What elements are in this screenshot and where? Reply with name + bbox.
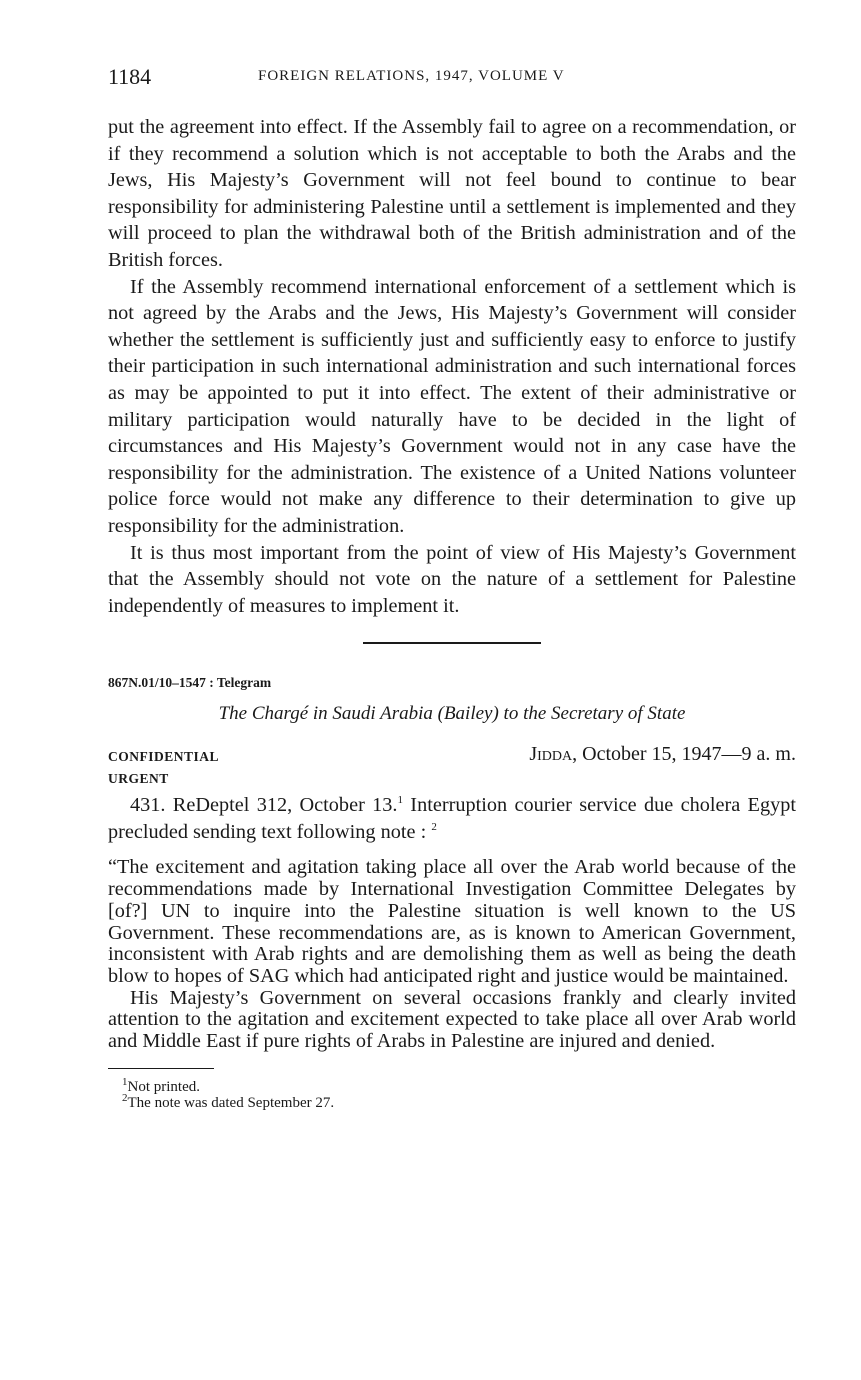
body-text bbox=[108, 114, 796, 619]
priority-label: URGENT bbox=[108, 771, 169, 787]
footnote-mark: 2 bbox=[122, 1092, 128, 1105]
body-paragraph: It is thus most important from the point of view of His Majesty’s Government that the Assembly should not vote on the nature of a settlement for Palestine independently of measures to implement it. bbox=[108, 541, 796, 617]
document-page bbox=[108, 64, 796, 1112]
page-header bbox=[108, 64, 796, 94]
document-reference: 867N.01/10–1547 : Telegram bbox=[108, 675, 272, 691]
dateline-row bbox=[108, 743, 796, 769]
running-head: FOREIGN RELATIONS, 1947, VOLUME V bbox=[258, 68, 565, 84]
footnote-divider bbox=[108, 1068, 214, 1069]
footnotes bbox=[122, 1075, 796, 1112]
telegram-intro bbox=[108, 792, 796, 845]
footnote-marker: 1 bbox=[397, 794, 403, 807]
telegram-intro-text: 431. ReDeptel 312, October 13. bbox=[130, 794, 398, 817]
dateline-date: October 15, 1947—9 a. m. bbox=[582, 743, 796, 766]
document-title: The Chargé in Saudi Arabia (Bailey) to the Secretary of State bbox=[218, 703, 686, 725]
quoted-paragraph: “The excitement and agitation taking place all over the Arab world because of the recommendations made by International Investigation Committee Delegates by [of?] UN to inquire into the Palestine situation is well known to the US Government. These recommendations are, as is known to American Government, inconsistent with Arab rights and are demolishing them as well as being the death blow to hopes of SAG which had anticipated right and justice would be maintained. bbox=[108, 856, 796, 987]
quoted-note bbox=[108, 857, 796, 1052]
footnote bbox=[122, 1092, 796, 1112]
footnote bbox=[122, 1075, 796, 1096]
section-divider bbox=[363, 642, 541, 644]
quoted-paragraph: His Majesty’s Government on several occasions frankly and clearly invited attention to the agitation and excitement expected to take place all over Arab world and Middle East if pure rights of Arabs in Palestine are injured and denied. bbox=[108, 986, 796, 1053]
dateline bbox=[529, 743, 796, 766]
footnote-mark: 1 bbox=[122, 1075, 128, 1088]
classification-label: CONFIDENTIAL bbox=[108, 749, 220, 765]
body-paragraph: If the Assembly recommend international enforcement of a settlement which is not agreed by the Arabs and the Jews, His Majesty’s Government will consider whether the settlement is sufficiently just and sufficiently easy to enforce to justify their participation in such international administration and such international forces as may be appointed to put it into effect. The extent of their administrative or military participation would naturally have to be decided in the light of circumstances and His Majesty’s Government would not in any case have the responsibility for the administration. The existence of a United Nations volunteer police force would not make any difference to their determination to give up responsibility for the administration. bbox=[108, 275, 796, 537]
footnote-text: Not printed. bbox=[127, 1078, 200, 1095]
dateline-place: Jidda, bbox=[529, 743, 578, 766]
page-number: 1184 bbox=[108, 64, 152, 89]
footnote-marker: 2 bbox=[431, 821, 437, 834]
footnote-text: The note was dated September 27. bbox=[127, 1095, 335, 1112]
body-paragraph: put the agreement into effect. If the Assembly fail to agree on a recommendation, or if they recommend a solution which is not acceptable to both the Arabs and the Jews, His Majesty’s Government will not feel bound to continue to bear responsibility for administering Palestine until a settlement is implemented and they will proceed to plan the withdrawal both of the British administration and of the British forces. bbox=[108, 116, 796, 271]
telegram-intro-text-2: Interruption courier service due cholera Egypt precluded sending text following note : bbox=[108, 794, 796, 843]
